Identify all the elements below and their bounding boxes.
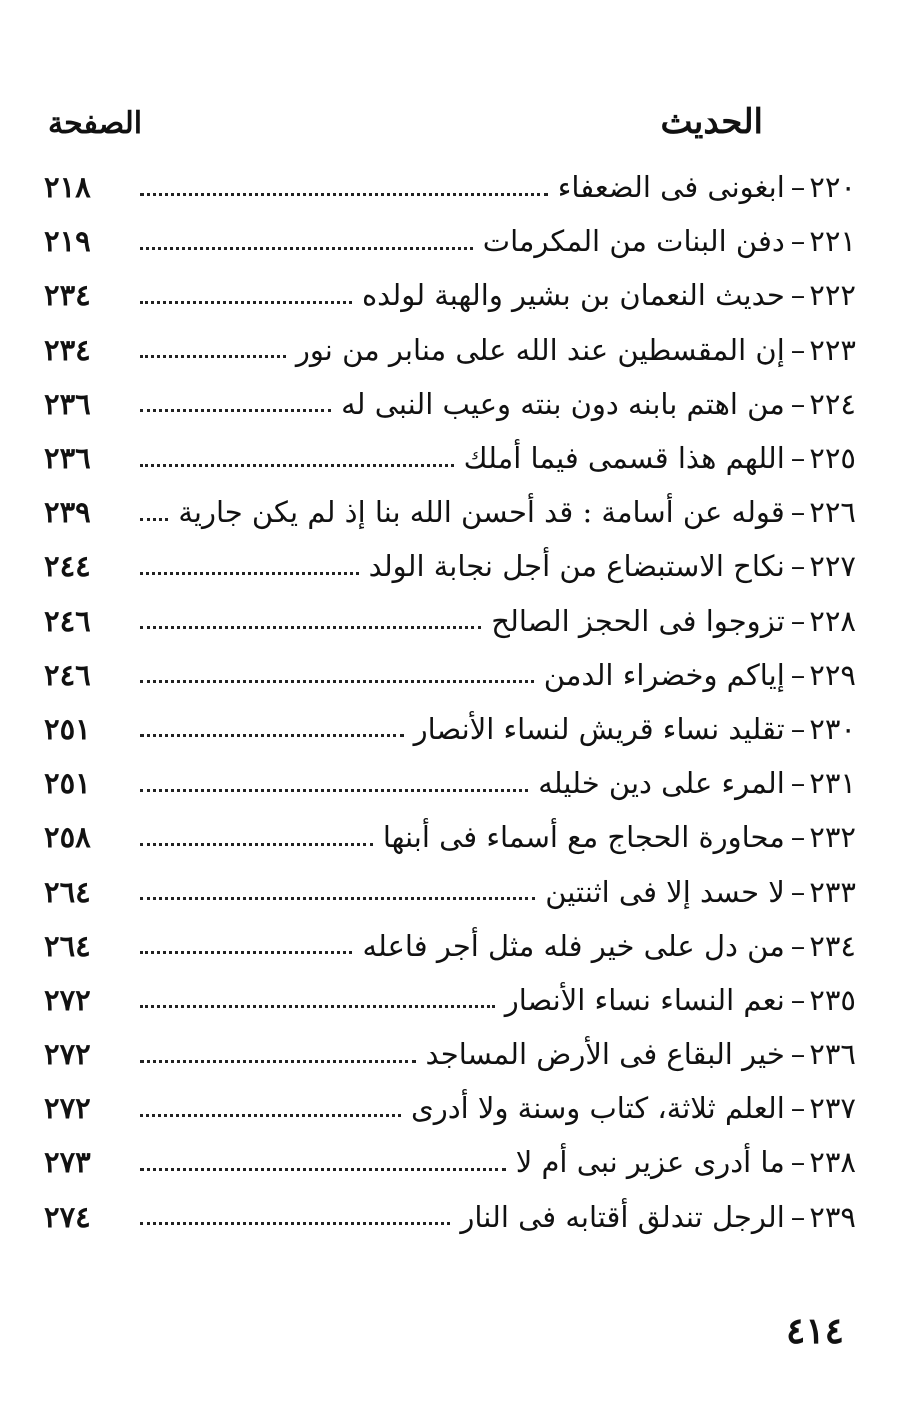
- entry-dash: –: [790, 224, 806, 259]
- toc-entry: [44, 431, 856, 485]
- dot-leader: [140, 680, 534, 683]
- toc-entry: [44, 594, 856, 648]
- entry-page-number: ٢٥١: [44, 766, 91, 801]
- entry-dash: –: [790, 1199, 806, 1234]
- entry-page-number: ٢٣٦: [44, 386, 91, 421]
- entry-dash: –: [790, 1091, 806, 1126]
- dot-leader: [140, 301, 352, 304]
- entry-page-number: ٢٣٦: [44, 441, 91, 476]
- dot-leader: [140, 409, 331, 412]
- toc-entry: [44, 377, 856, 431]
- entry-number: ٢٣٧: [809, 1091, 856, 1126]
- entry-number: ٢٣١: [809, 766, 856, 801]
- entry-title: العلم ثلاثة، كتاب وسنة ولا أدرى: [411, 1091, 785, 1126]
- toc-entry: [44, 1190, 856, 1244]
- entry-dash: –: [790, 874, 806, 909]
- entry-number: ٢٢٠: [809, 170, 856, 205]
- dot-leader: [140, 1222, 450, 1225]
- entry-number: ٢٣٠: [809, 711, 856, 746]
- entry-dash: –: [790, 766, 806, 801]
- dot-leader: [140, 734, 404, 737]
- dot-leader: [140, 1060, 416, 1063]
- entry-title: تقليد نساء قريش لنساء الأنصار: [413, 711, 785, 746]
- dot-leader: [140, 789, 528, 792]
- entry-title: اللهم هذا قسمى فيما أملك: [463, 441, 785, 476]
- entry-number: ٢٢٣: [809, 332, 856, 367]
- entry-page-number: ٢٧٢: [44, 982, 91, 1017]
- dot-leader: [140, 355, 286, 358]
- entry-title: محاورة الحجاج مع أسماء فى أبنها: [382, 820, 785, 855]
- entry-number: ٢٢٦: [809, 495, 856, 530]
- toc-header: [48, 102, 763, 146]
- entry-page-number: ٢٣٩: [44, 495, 91, 530]
- entry-number: ٢٢٨: [809, 603, 856, 638]
- entry-dash: –: [790, 928, 806, 963]
- dot-leader: [140, 1114, 401, 1117]
- entry-title: تزوجوا فى الحجز الصالح: [491, 603, 785, 638]
- entry-number: ٢٢٩: [809, 657, 856, 692]
- column-title-page: الصفحة: [48, 106, 143, 141]
- entry-number: ٢٣٩: [809, 1199, 856, 1234]
- toc-entry: [44, 1135, 856, 1189]
- entry-number: ٢٢٢: [809, 278, 856, 313]
- toc-entry: [44, 323, 856, 377]
- entry-title: إن المقسطين عند الله على منابر من نور: [295, 332, 785, 367]
- dot-leader: [140, 193, 548, 196]
- toc-entry: [44, 268, 856, 322]
- entry-dash: –: [790, 982, 806, 1017]
- toc-entry: [44, 648, 856, 702]
- entry-dash: –: [790, 603, 806, 638]
- toc-entry: [44, 919, 856, 973]
- entry-page-number: ٢٦٤: [44, 928, 91, 963]
- entry-title: الرجل تندلق أقتابه فى النار: [460, 1199, 785, 1234]
- entry-title: دفن البنات من المكرمات: [482, 224, 785, 259]
- entry-number: ٢٣٦: [809, 1037, 856, 1072]
- dot-leader: [140, 464, 454, 467]
- entry-page-number: ٢٧٣: [44, 1145, 91, 1180]
- dot-leader: [140, 247, 473, 250]
- entry-number: ٢٢٥: [809, 441, 856, 476]
- dot-leader: [140, 843, 373, 846]
- entry-page-number: ٢٣٤: [44, 332, 91, 367]
- entry-title: إياكم وخضراء الدمن: [543, 657, 785, 692]
- entry-title: نعم النساء نساء الأنصار: [504, 982, 785, 1017]
- entry-title: ما أدرى عزير نبى أم لا: [515, 1145, 785, 1180]
- dot-leader: [140, 1168, 506, 1171]
- dot-leader: [140, 1005, 495, 1008]
- entry-dash: –: [790, 386, 806, 421]
- entry-title: نكاح الاستبضاع من أجل نجابة الولد: [368, 549, 785, 584]
- dot-leader: [140, 572, 359, 575]
- entry-dash: –: [790, 332, 806, 367]
- entry-number: ٢٣٢: [809, 820, 856, 855]
- entry-number: ٢٣٤: [809, 928, 856, 963]
- toc-entry: [44, 702, 856, 756]
- entry-dash: –: [790, 1037, 806, 1072]
- entry-dash: –: [790, 711, 806, 746]
- entry-page-number: ٢٤٤: [44, 549, 91, 584]
- entry-dash: –: [790, 278, 806, 313]
- entry-title: لا حسد إلا فى اثنتين: [545, 874, 785, 909]
- entry-title: من اهتم بابنه دون بنته وعيب النبى له: [341, 386, 785, 421]
- entry-page-number: ٢٣٤: [44, 278, 91, 313]
- entry-dash: –: [790, 441, 806, 476]
- entry-number: ٢٢٤: [809, 386, 856, 421]
- entry-dash: –: [790, 1145, 806, 1180]
- dot-leader: [140, 626, 481, 629]
- table-of-contents: [44, 160, 856, 1244]
- entry-page-number: ٢٦٤: [44, 874, 91, 909]
- entry-dash: –: [790, 549, 806, 584]
- entry-number: ٢٣٥: [809, 982, 856, 1017]
- entry-number: ٢٣٣: [809, 874, 856, 909]
- dot-leader: [140, 951, 352, 954]
- dot-leader: [140, 518, 168, 521]
- toc-entry: [44, 539, 856, 593]
- entry-number: ٢٢١: [809, 224, 856, 259]
- entry-page-number: ٢١٨: [44, 170, 91, 205]
- entry-title: قوله عن أسامة : قد أحسن الله بنا إذ لم يكن جارية: [178, 495, 785, 530]
- entry-number: ٢٣٨: [809, 1145, 856, 1180]
- toc-entry: [44, 756, 856, 810]
- entry-title: خير البقاع فى الأرض المساجد: [425, 1037, 785, 1072]
- entry-page-number: ٢٧٢: [44, 1037, 91, 1072]
- toc-entry: [44, 1027, 856, 1081]
- entry-page-number: ٢٧٤: [44, 1199, 91, 1234]
- entry-title: حديث النعمان بن بشير والهبة لولده: [361, 278, 785, 313]
- toc-entry: [44, 485, 856, 539]
- toc-entry: [44, 864, 856, 918]
- toc-entry: [44, 973, 856, 1027]
- entry-page-number: ٢٧٢: [44, 1091, 91, 1126]
- page-number: ٤١٤: [785, 1310, 844, 1352]
- entry-page-number: ٢٥١: [44, 711, 91, 746]
- entry-number: ٢٢٧: [809, 549, 856, 584]
- dot-leader: [140, 897, 535, 900]
- toc-entry: [44, 160, 856, 214]
- entry-page-number: ٢٤٦: [44, 657, 91, 692]
- entry-page-number: ٢٥٨: [44, 820, 91, 855]
- entry-page-number: ٢١٩: [44, 224, 91, 259]
- toc-entry: [44, 214, 856, 268]
- entry-dash: –: [790, 657, 806, 692]
- column-title-hadith: الحديث: [660, 102, 763, 142]
- entry-dash: –: [790, 495, 806, 530]
- toc-entry: [44, 810, 856, 864]
- toc-entry: [44, 1081, 856, 1135]
- entry-dash: –: [790, 170, 806, 205]
- entry-page-number: ٢٤٦: [44, 603, 91, 638]
- entry-title: المرء على دين خليله: [538, 766, 785, 801]
- entry-title: ابغونى فى الضعفاء: [557, 170, 785, 205]
- entry-dash: –: [790, 820, 806, 855]
- entry-title: من دل على خير فله مثل أجر فاعله: [362, 928, 785, 963]
